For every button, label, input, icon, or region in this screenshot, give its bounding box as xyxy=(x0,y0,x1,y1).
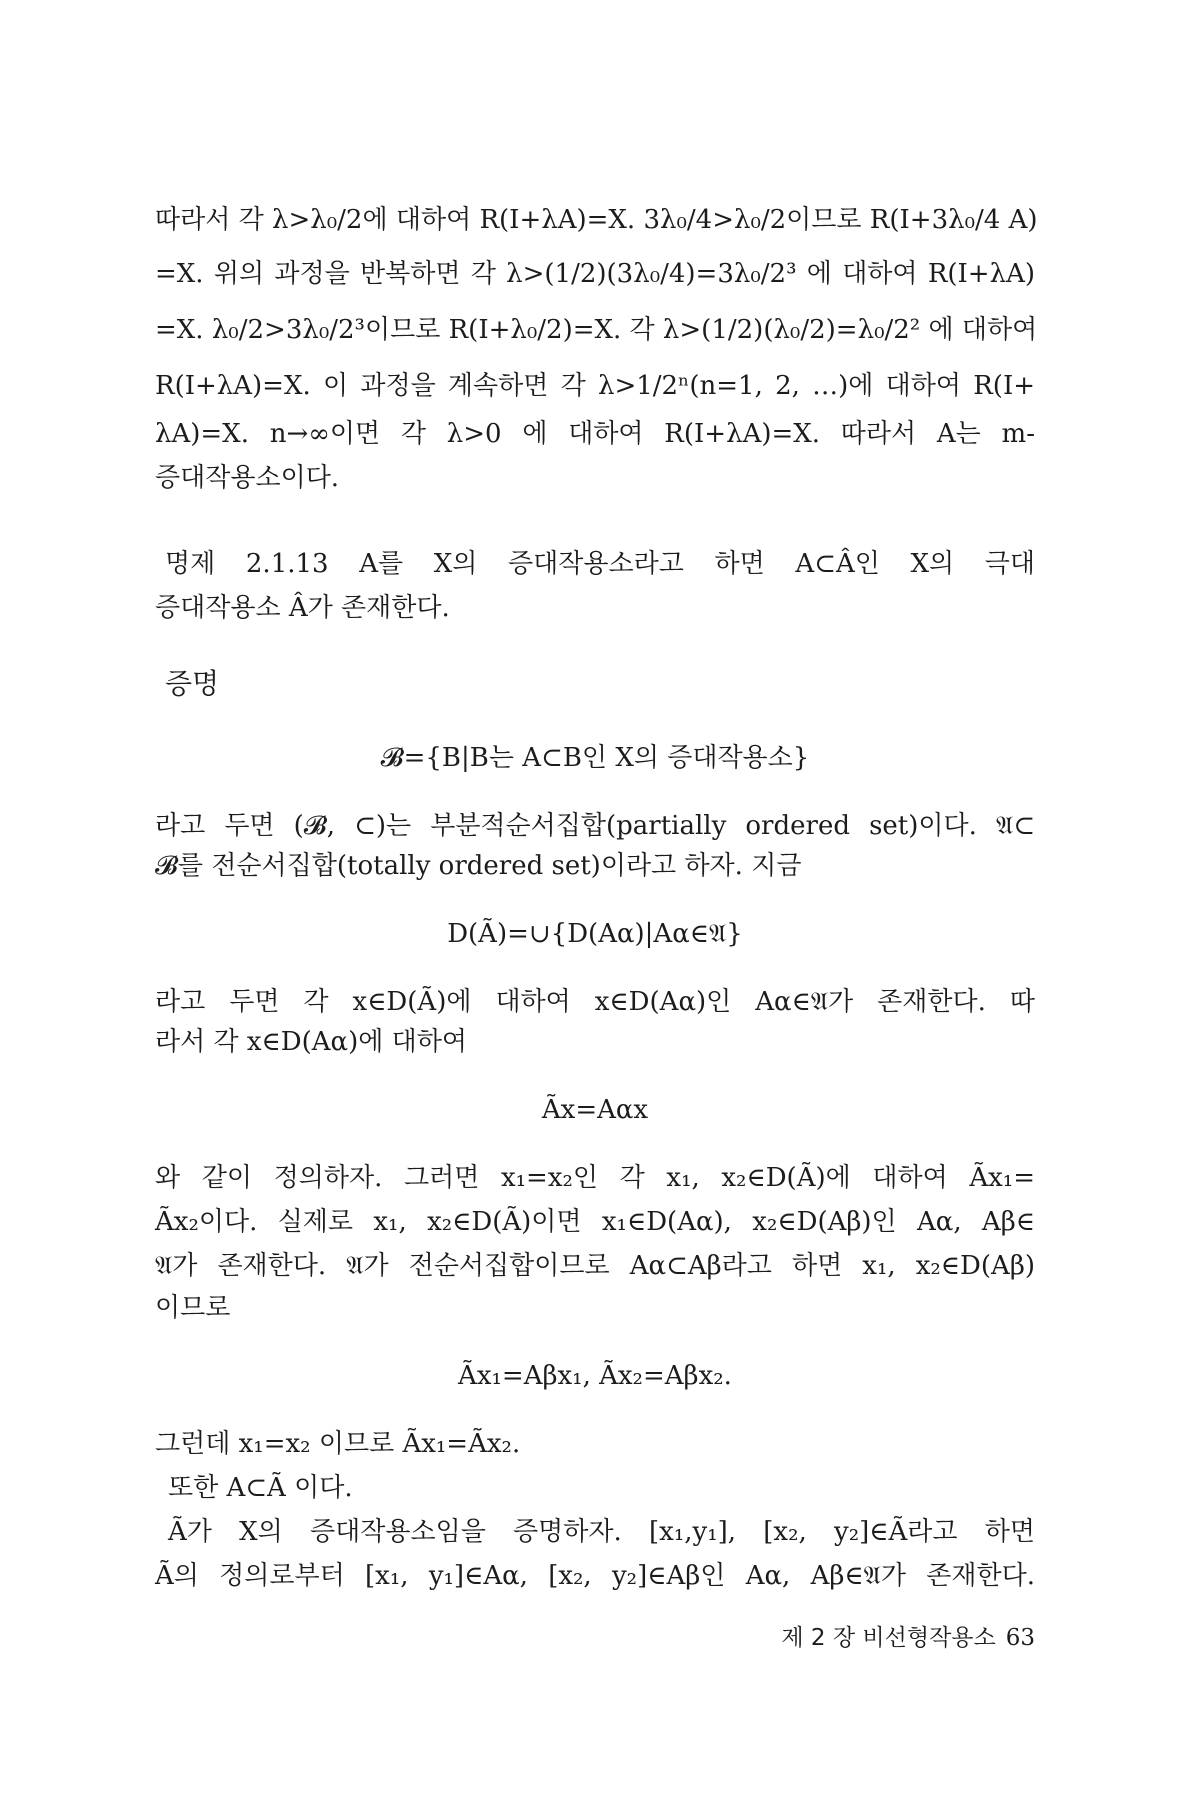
text-line: 그런데 x₁=x₂ 이므로 Ãx₁=Ãx₂. xyxy=(155,1429,521,1459)
text-line: 라서 각 x∈D(Aα)에 대하여 xyxy=(155,1027,467,1057)
proposition-heading: 명제 2.1.13 A를 X의 증대작용소라고 하면 A⊂Â인 X의 극대 xyxy=(165,549,1035,579)
text-line: 또한 A⊂Ã 이다. xyxy=(168,1473,353,1503)
text-line: =X. 위의 과정을 반복하면 각 λ>(1/2)(3λ₀/4)=3λ₀/2³ 에 대하여 R(I+λA) xyxy=(155,259,1035,289)
text-line: 와 같이 정의하자. 그러면 x₁=x₂인 각 x₁, x₂∈D(Ã)에 대하여 Ãx₁= xyxy=(155,1163,1035,1193)
page-number: 63 xyxy=(1005,1625,1035,1651)
text-line: 𝓑를 전순서집합(totally ordered set)이라고 하자. 지금 xyxy=(155,851,802,881)
math-display: Ãx₁=Aβx₁, Ãx₂=Aβx₂. xyxy=(458,1361,732,1391)
text-line: 라고 두면 각 x∈D(Ã)에 대하여 x∈D(Aα)인 Aα∈𝔄가 존재한다. 따 xyxy=(155,987,1035,1017)
text-line: R(I+λA)=X. 이 과정을 계속하면 각 λ>1/2ⁿ(n=1, 2, …)에 대하여 R(I+ xyxy=(155,371,1035,401)
text-line: 증대작용소이다. xyxy=(155,463,340,493)
math-display: 𝓑={B|B는 A⊂B인 X의 증대작용소} xyxy=(380,743,810,773)
text-line: =X. λ₀/2>3λ₀/2³이므로 R(I+λ₀/2)=X. 각 λ>(1/2)(λ₀/2)=λ₀/2² 에 대하여 xyxy=(155,315,1038,345)
proof-label: 증명 xyxy=(165,667,220,700)
proposition-line: 증대작용소 Â가 존재한다. xyxy=(155,593,450,623)
text-line: Ã의 정의로부터 [x₁, y₁]∈Aα, [x₂, y₂]∈Aβ인 Aα, Aβ∈𝔄가 존재한다. xyxy=(155,1561,1035,1591)
page-footer xyxy=(700,1622,1035,1654)
math-display: D(Ã)=∪{D(Aα)|Aα∈𝔄} xyxy=(447,919,743,949)
text-line: Ãx₂이다. 실제로 x₁, x₂∈D(Ã)이면 x₁∈D(Aα), x₂∈D(Aβ)인 Aα, Aβ∈ xyxy=(155,1207,1035,1237)
text-line: 라고 두면 (𝓑, ⊂)는 부분적순서집합(partially ordered set)이다. 𝔄⊂ xyxy=(155,811,1035,841)
text-line: 따라서 각 λ>λ₀/2에 대하여 R(I+λA)=X. 3λ₀/4>λ₀/2이므로 R(I+3λ₀/4 A) xyxy=(155,205,1038,235)
math-display: Ãx=Aαx xyxy=(541,1095,649,1125)
chapter-title: 제 2 장 비선형작용소 xyxy=(781,1625,996,1651)
text-line: Ã가 X의 증대작용소임을 증명하자. [x₁,y₁], [x₂, y₂]∈Ã라고 하면 xyxy=(168,1517,1035,1547)
text-line: 이므로 xyxy=(155,1293,231,1323)
text-line: λA)=X. n→∞이면 각 λ>0 에 대하여 R(I+λA)=X. 따라서 A는 m- xyxy=(155,419,1035,449)
text-line: 𝔄가 존재한다. 𝔄가 전순서집합이므로 Aα⊂Aβ라고 하면 x₁, x₂∈D(Aβ) xyxy=(155,1251,1035,1281)
